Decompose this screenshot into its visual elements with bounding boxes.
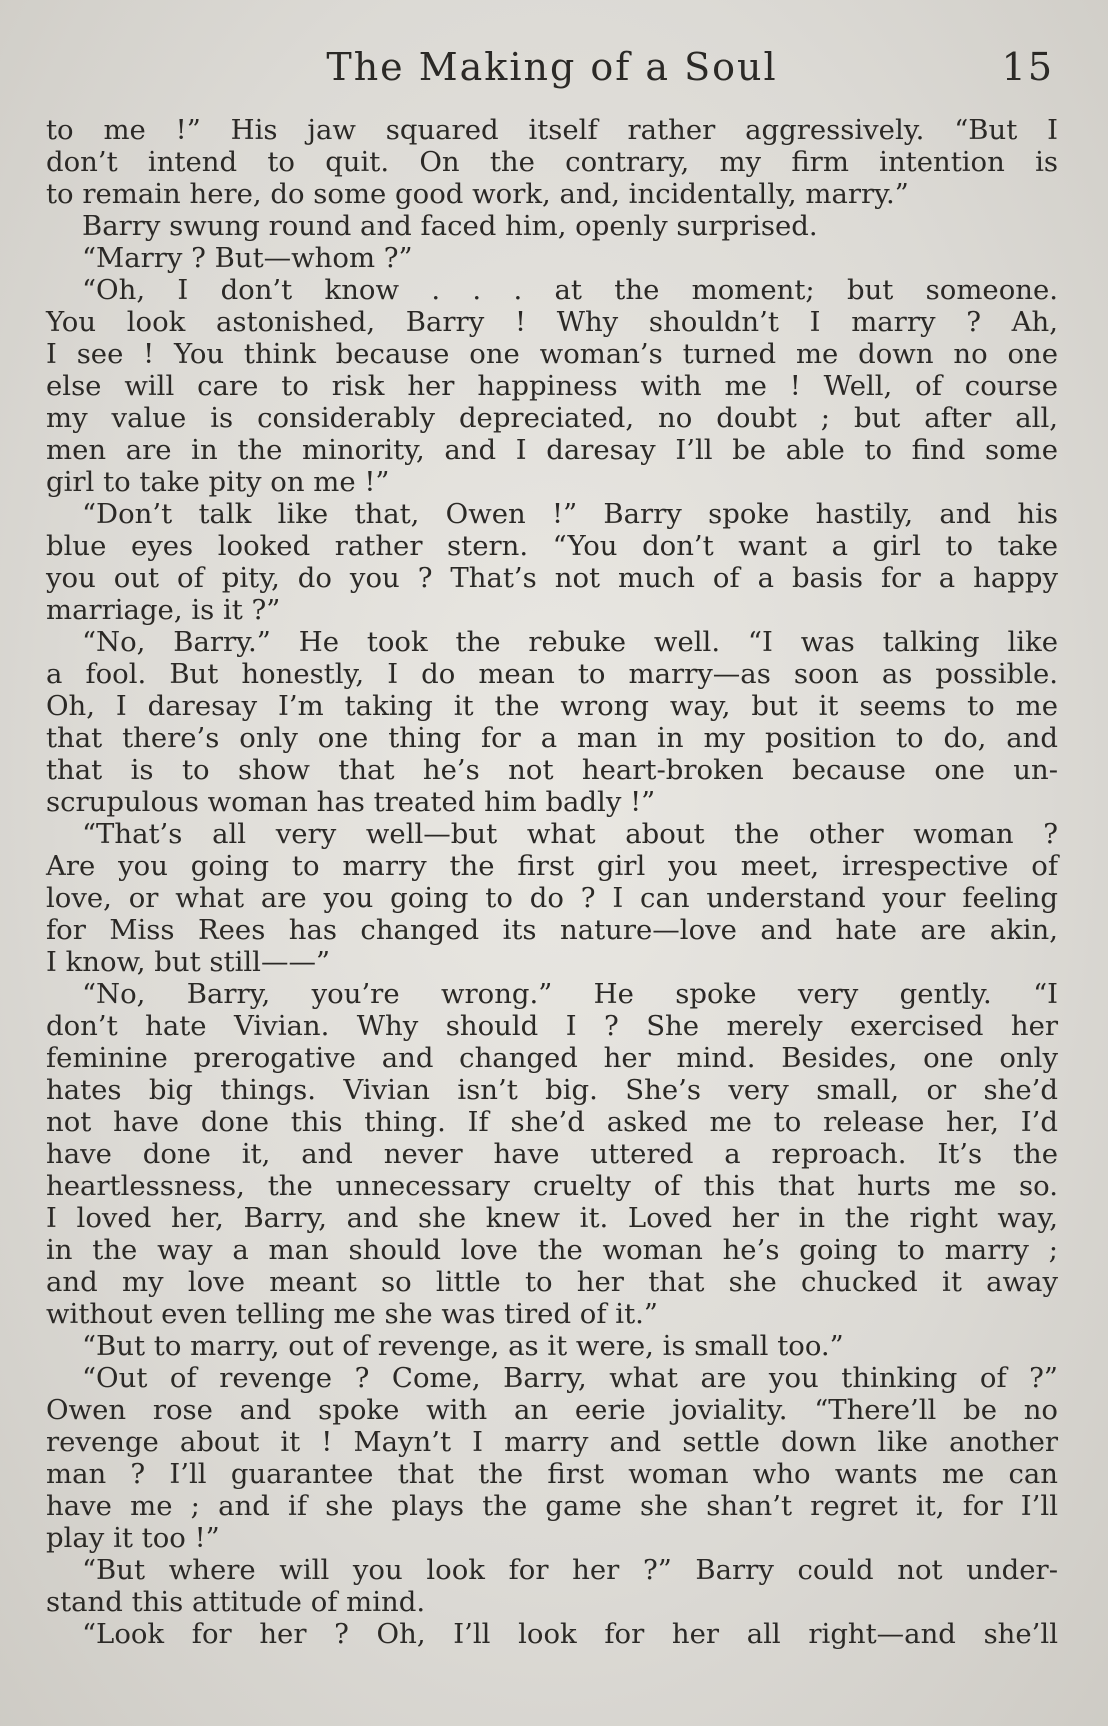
text-line: have done it, and never have uttered a reproach. It’s the (46, 1138, 1058, 1170)
text-line: without even telling me she was tired of it.” (46, 1298, 658, 1330)
text-line: that there’s only one thing for a man in my position to do, and (46, 722, 1058, 754)
text-line: I loved her, Barry, and she knew it. Loved her in the right way, (46, 1202, 1058, 1234)
text-line: man ? I’ll guarantee that the first woman who wants me can (46, 1458, 1058, 1490)
text-line: for Miss Rees has changed its nature—love and hate are akin, (46, 914, 1058, 946)
text-line: to me !” His jaw squared itself rather aggressively. “But I (46, 114, 1058, 146)
running-title: The Making of a Soul (326, 45, 778, 89)
text-line: play it too !” (46, 1522, 220, 1554)
text-line: blue eyes looked rather stern. “You don’t want a girl to take (46, 530, 1058, 562)
text-line: stand this attitude of mind. (46, 1586, 426, 1618)
text-line: “Out of revenge ? Come, Barry, what are you thinking of ?” (82, 1362, 1058, 1394)
text-line: Are you going to marry the first girl you meet, irrespective of (46, 850, 1058, 882)
text-line: and my love meant so little to her that she chucked it away (46, 1266, 1058, 1298)
text-line: don’t hate Vivian. Why should I ? She merely exercised her (46, 1010, 1058, 1042)
text-line: else will care to risk her happiness with me ! Well, of course (46, 370, 1058, 402)
text-line: don’t intend to quit. On the contrary, my firm intention is (46, 146, 1058, 178)
text-line: girl to take pity on me !” (46, 466, 390, 498)
text-line: feminine prerogative and changed her mind. Besides, one only (46, 1042, 1058, 1074)
text-line: Barry swung round and faced him, openly surprised. (82, 210, 818, 242)
text-line: “Look for her ? Oh, I’ll look for her all right—and she’ll (82, 1618, 1058, 1650)
text-line: You look astonished, Barry ! Why shouldn’t I marry ? Ah, (46, 306, 1058, 338)
text-line: in the way a man should love the woman he’s going to marry ; (46, 1234, 1058, 1266)
text-line: that is to show that he’s not heart-broken because one un- (46, 754, 1058, 786)
text-line: not have done this thing. If she’d asked me to release her, I’d (46, 1106, 1058, 1138)
text-line: “Don’t talk like that, Owen !” Barry spoke hastily, and his (82, 498, 1058, 530)
text-line: marriage, is it ?” (46, 594, 281, 626)
text-line: “But where will you look for her ?” Barry could not under- (82, 1554, 1058, 1586)
text-line: hates big things. Vivian isn’t big. She’s very small, or she’d (46, 1074, 1058, 1106)
text-line: a fool. But honestly, I do mean to marry—as soon as possible. (46, 658, 1058, 690)
text-line: have me ; and if she plays the game she shan’t regret it, for I’ll (46, 1490, 1058, 1522)
text-line: “Marry ? But—whom ?” (82, 242, 413, 274)
page-header (46, 44, 1058, 90)
text-line: Oh, I daresay I’m taking it the wrong way, but it seems to me (46, 690, 1058, 722)
text-line: love, or what are you going to do ? I can understand your feeling (46, 882, 1058, 914)
text-line: I see ! You think because one woman’s turned me down no one (46, 338, 1058, 370)
text-line: revenge about it ! Mayn’t I marry and settle down like another (46, 1426, 1058, 1458)
text-line: men are in the minority, and I daresay I’ll be able to find some (46, 434, 1058, 466)
text-line: “But to marry, out of revenge, as it were, is small too.” (82, 1330, 844, 1362)
text-line: heartlessness, the unnecessary cruelty of this that hurts me so. (46, 1170, 1058, 1202)
text-line: scrupulous woman has treated him badly !” (46, 786, 656, 818)
page-number: 15 (1001, 45, 1054, 89)
text-line: “Oh, I don’t know . . . at the moment; but someone. (82, 274, 1058, 306)
body-text (46, 114, 1058, 1650)
text-line: you out of pity, do you ? That’s not much of a basis for a happy (46, 562, 1058, 594)
text-line: to remain here, do some good work, and, incidentally, marry.” (46, 178, 909, 210)
text-line: my value is considerably depreciated, no doubt ; but after all, (46, 402, 1058, 434)
text-line: “No, Barry.” He took the rebuke well. “I was talking like (82, 626, 1058, 658)
text-line: I know, but still——” (46, 946, 331, 978)
text-line: “That’s all very well—but what about the other woman ? (82, 818, 1058, 850)
text-line: Owen rose and spoke with an eerie joviality. “There’ll be no (46, 1394, 1058, 1426)
text-line: “No, Barry, you’re wrong.” He spoke very gently. “I (82, 978, 1058, 1010)
